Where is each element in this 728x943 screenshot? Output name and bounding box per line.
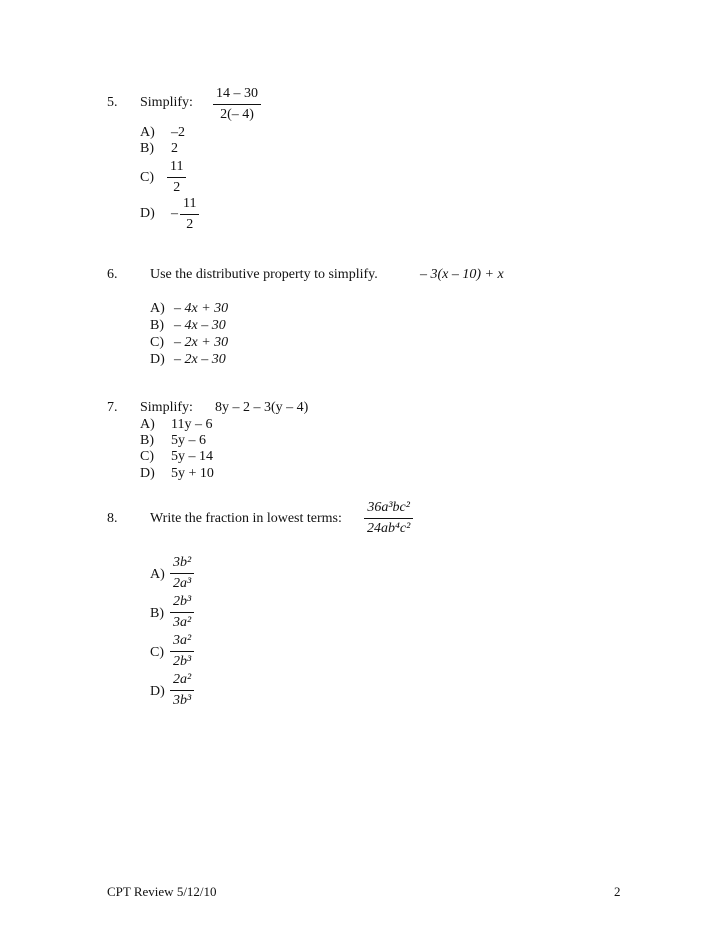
q8-option-d-denominator: 3b³ xyxy=(170,690,194,708)
q7-prompt: Simplify: xyxy=(140,400,193,415)
q8-option-d-numerator: 2a² xyxy=(173,672,192,687)
q5-option-c-denominator: 2 xyxy=(167,177,186,195)
q8-option-c-denominator: 2b³ xyxy=(170,651,194,669)
q6-option-d-value: – 2x – 30 xyxy=(174,352,226,367)
q6-option-d-label: D) xyxy=(150,352,165,367)
q5-option-d-sign: – xyxy=(171,206,178,221)
q5-expression xyxy=(213,87,261,122)
q8-option-a-label: A) xyxy=(150,567,165,582)
q6-option-c-label: C) xyxy=(150,335,164,350)
q5-option-c-fraction xyxy=(167,160,186,195)
q8-option-a-denominator: 2a³ xyxy=(170,573,194,591)
q7-option-b-label: B) xyxy=(140,433,154,448)
q8-option-a-numerator: 3b² xyxy=(173,555,192,570)
page-number: 2 xyxy=(614,884,621,899)
q7-option-c-value: 5y – 14 xyxy=(171,449,213,464)
q5-number: 5. xyxy=(107,95,118,110)
q7-option-d-label: D) xyxy=(140,466,155,481)
q8-option-c-numerator: 3a² xyxy=(173,633,192,648)
q6-option-a-value: – 4x + 30 xyxy=(174,301,229,316)
q7-option-d-value: 5y + 10 xyxy=(171,466,214,481)
q8-option-b-fraction xyxy=(170,595,194,630)
q8-expression xyxy=(364,501,413,536)
q5-option-a-label: A) xyxy=(140,125,155,140)
q7-number: 7. xyxy=(107,400,118,415)
q5-option-d-fraction xyxy=(180,197,199,232)
q5-expression-denominator: 2(– 4) xyxy=(213,104,261,122)
q6-option-b-label: B) xyxy=(150,318,164,333)
q7-option-c-label: C) xyxy=(140,449,154,464)
q6-option-a-label: A) xyxy=(150,301,165,316)
q8-option-b-denominator: 3a² xyxy=(170,612,194,630)
q8-option-b-label: B) xyxy=(150,606,164,621)
q8-option-a-fraction xyxy=(170,556,194,591)
q6-expression: – 3(x – 10) + x xyxy=(420,267,504,282)
q5-expression-numerator: 14 – 30 xyxy=(216,86,258,101)
q8-option-c-label: C) xyxy=(150,645,164,660)
q5-option-c-numerator: 11 xyxy=(170,159,184,174)
q8-number: 8. xyxy=(107,511,118,526)
q8-prompt: Write the fraction in lowest terms: xyxy=(150,511,342,526)
q8-option-b-numerator: 2b³ xyxy=(173,594,192,609)
q8-option-d-label: D) xyxy=(150,684,165,699)
q8-option-c-fraction xyxy=(170,634,194,669)
q8-expression-denominator: 24ab⁴c² xyxy=(364,518,413,536)
q6-option-b-value: – 4x – 30 xyxy=(174,318,226,333)
q6-option-c-value: – 2x + 30 xyxy=(174,335,229,350)
q7-expression: 8y – 2 – 3(y – 4) xyxy=(215,400,309,415)
q7-option-a-label: A) xyxy=(140,417,155,432)
q5-option-d-denominator: 2 xyxy=(180,214,199,232)
q5-option-c-label: C) xyxy=(140,170,154,185)
q8-expression-numerator: 36a³bc² xyxy=(367,500,410,515)
q6-number: 6. xyxy=(107,267,118,282)
q8-option-d-fraction xyxy=(170,673,194,708)
q6-prompt: Use the distributive property to simplify. xyxy=(150,267,378,282)
footer-label: CPT Review 5/12/10 xyxy=(107,884,217,899)
q5-option-b-label: B) xyxy=(140,141,154,156)
q5-option-d-label: D) xyxy=(140,206,155,221)
q7-option-a-value: 11y – 6 xyxy=(171,417,213,432)
q5-option-b-value: 2 xyxy=(171,141,178,156)
q7-option-b-value: 5y – 6 xyxy=(171,433,206,448)
q5-option-a-value: –2 xyxy=(171,125,185,140)
q5-option-d-numerator: 11 xyxy=(183,196,197,211)
q5-prompt: Simplify: xyxy=(140,95,193,110)
